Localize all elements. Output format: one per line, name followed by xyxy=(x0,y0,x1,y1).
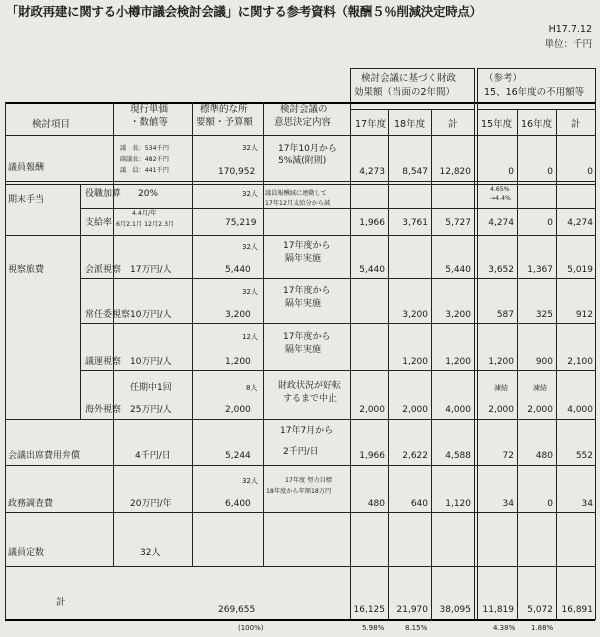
value-y17: 1,966 xyxy=(359,451,385,461)
header-y16: 16年度 xyxy=(521,119,553,130)
value-y17: 480 xyxy=(367,499,385,509)
header-ref-2: 15、16年度の不用額等 xyxy=(484,87,585,98)
price: 20% xyxy=(138,189,159,199)
header-current-price-1: 現行単価 xyxy=(130,104,169,115)
row-label-meeting-expense: 会議出席費用弁償 xyxy=(8,451,81,461)
header-total: 計 xyxy=(448,119,458,130)
value-y18: 1,200 xyxy=(402,357,428,367)
total-y17: 16,125 xyxy=(353,605,385,615)
decision-line-2: 17年12月支給分から減 xyxy=(265,200,331,207)
count: 32人 xyxy=(242,190,258,198)
value-ref-total: 34 xyxy=(581,499,593,509)
price: 4千円/日 xyxy=(135,451,171,461)
count: 32人 xyxy=(242,144,258,152)
header-item: 検討項目 xyxy=(32,119,71,130)
row-label-payment-rate: 支給率 xyxy=(85,218,113,228)
total-total: 38,095 xyxy=(439,605,471,615)
value-ref-total: 4,274 xyxy=(567,218,593,228)
row-label-position-add: 役職加算 xyxy=(85,189,122,199)
decision-line-2: 5%減(附則) xyxy=(278,156,327,166)
price: 17万円/人 xyxy=(130,265,172,275)
price-line-1: 任期中1回 xyxy=(130,383,172,393)
decision-line-2: 18年度から年額18万円 xyxy=(266,488,332,495)
value-total: 12,820 xyxy=(439,167,471,177)
standard-amount: 3,200 xyxy=(225,310,251,320)
row-label-compensation: 議員報酬 xyxy=(8,163,45,173)
value-y15: 2,000 xyxy=(488,405,514,415)
ref-note-1: 4.65% xyxy=(490,186,510,193)
total-standard: 269,655 xyxy=(218,605,256,615)
value-y15: 72 xyxy=(502,451,514,461)
value-ref-total: 0 xyxy=(587,167,593,177)
value-y15: 0 xyxy=(508,167,514,177)
pct-y18: 8.15% xyxy=(405,624,428,632)
decision-line-2: 2千円/日 xyxy=(283,447,319,457)
price-chairman: 議 長：534千円 xyxy=(120,145,169,152)
value-y16: 0 xyxy=(547,218,553,228)
header-effect-1: 検討会議に基づく財政 xyxy=(361,73,457,84)
header-current-price-2: ・数値等 xyxy=(130,117,169,128)
standard-amount: 6,400 xyxy=(225,499,251,509)
decision-line-2: 隔年実施 xyxy=(285,254,322,264)
value-total: 1,200 xyxy=(445,357,471,367)
value-y17: 2,000 xyxy=(359,405,385,415)
decision-line-1: 17年度から xyxy=(283,332,331,342)
header-decision-1: 検討会議の xyxy=(280,104,328,115)
value-y18: 3,200 xyxy=(402,310,428,320)
header-effect-2: 効果額（当面の2年間） xyxy=(354,87,456,98)
value-ref-total: 5,019 xyxy=(567,265,593,275)
row-label-inspection-travel: 視察旅費 xyxy=(8,265,45,275)
decision-line-1: 17年度 努力目標 xyxy=(285,477,332,484)
row-label-faction-inspection: 会派視察 xyxy=(85,265,122,275)
decision-line-1: 財政状況が好転 xyxy=(278,381,342,391)
header-ref-total: 計 xyxy=(571,119,581,130)
count: 32人 xyxy=(242,243,258,251)
value-y17: 1,966 xyxy=(359,218,385,228)
value-y18: 2,000 xyxy=(402,405,428,415)
price-line-2: 25万円/人 xyxy=(130,405,172,415)
standard-amount: 75,219 xyxy=(225,218,257,228)
standard-amount: 5,440 xyxy=(225,265,251,275)
row-label-steering-inspection: 議運視察 xyxy=(85,357,122,367)
price-member: 議 員：441千円 xyxy=(120,167,169,174)
row-label-standing-committee: 常任委視察 xyxy=(85,310,131,320)
value-y18: 8,547 xyxy=(402,167,428,177)
decision-line-2: 隔年実施 xyxy=(285,345,322,355)
count: 8人 xyxy=(246,384,258,392)
header-decision-2: 意思決定内容 xyxy=(274,117,332,128)
value-total: 1,120 xyxy=(445,499,471,509)
decision-line-1: 17年度から xyxy=(283,241,331,251)
frozen-note-y16: 凍結 xyxy=(533,384,547,392)
value-y15: 587 xyxy=(496,310,514,320)
unit-label: 単位：千円 xyxy=(544,39,592,50)
count: 32人 xyxy=(242,288,258,296)
value-ref-total: 4,000 xyxy=(567,405,593,415)
standard-amount: 170,952 xyxy=(218,167,256,177)
decision-line-2: するまで中止 xyxy=(283,394,338,404)
count: 12人 xyxy=(242,333,258,341)
total-y15: 11,819 xyxy=(482,605,514,615)
value-y15: 3,652 xyxy=(488,265,514,275)
pct-standard: (100%) xyxy=(238,624,264,632)
value-total: 5,727 xyxy=(445,218,471,228)
header-standard-2: 要額・予算額 xyxy=(196,117,254,128)
document-date: H17.7.12 xyxy=(548,24,592,35)
price-line-1: 4.4月/年 xyxy=(132,210,157,217)
standard-amount: 1,200 xyxy=(225,357,251,367)
value-y18: 3,761 xyxy=(402,218,428,228)
row-label-overseas-inspection: 海外視察 xyxy=(85,405,122,415)
value-ref-total: 552 xyxy=(575,451,593,461)
row-label-research-expense: 政務調査費 xyxy=(8,499,54,509)
value-y16: 900 xyxy=(535,357,553,367)
member-count-value: 32人 xyxy=(140,548,161,558)
value-y16: 0 xyxy=(547,167,553,177)
frozen-note-y15: 凍結 xyxy=(494,384,508,392)
pct-y15: 4.38% xyxy=(493,624,516,632)
total-ref-total: 16,891 xyxy=(561,605,593,615)
value-y15: 1,200 xyxy=(488,357,514,367)
decision-line-2: 隔年実施 xyxy=(285,299,322,309)
value-y15: 4,274 xyxy=(488,218,514,228)
price: 20万円/年 xyxy=(130,499,172,509)
row-label-total: 計 xyxy=(56,597,66,608)
decision-line-1: 17年10月から xyxy=(278,144,337,154)
document-title: 「財政再建に関する小樽市議会検討会議」に関する参考資料（報酬５％削減決定時点） xyxy=(6,4,482,19)
value-total: 3,200 xyxy=(445,310,471,320)
value-total: 4,000 xyxy=(445,405,471,415)
value-ref-total: 2,100 xyxy=(567,357,593,367)
count: 32人 xyxy=(242,477,258,485)
pct-y17: 5.98% xyxy=(362,624,385,632)
value-y17: 5,440 xyxy=(359,265,385,275)
value-y16: 480 xyxy=(535,451,553,461)
value-y16: 2,000 xyxy=(527,405,553,415)
decision-line-1: 議員報酬減に連動して xyxy=(265,190,327,197)
standard-amount: 5,244 xyxy=(225,451,251,461)
standard-amount: 2,000 xyxy=(225,405,251,415)
value-y16: 325 xyxy=(535,310,553,320)
price-line-2: 6月2.1月 12月2.3月 xyxy=(116,221,175,228)
row-label-member-count: 議員定数 xyxy=(8,548,45,558)
decision-line-1: 17年度から xyxy=(283,286,331,296)
header-y15: 15年度 xyxy=(481,119,513,130)
value-y17: 4,273 xyxy=(359,167,385,177)
value-total: 5,440 xyxy=(445,265,471,275)
header-standard-1: 標準的な所 xyxy=(200,104,248,115)
value-y15: 34 xyxy=(502,499,514,509)
header-y18: 18年度 xyxy=(394,119,426,130)
price: 10万円/人 xyxy=(130,357,172,367)
row-label-term-end: 期末手当 xyxy=(8,195,45,205)
price: 10万円/人 xyxy=(130,310,172,320)
decision-line-1: 17年7月から xyxy=(280,426,334,436)
ref-note-2: →4.4% xyxy=(490,195,511,202)
value-y16: 0 xyxy=(547,499,553,509)
value-total: 4,588 xyxy=(445,451,471,461)
value-ref-total: 912 xyxy=(575,310,593,320)
total-y16: 5,072 xyxy=(527,605,553,615)
price-vice-chairman: 副議長：482千円 xyxy=(120,156,169,163)
header-y17: 17年度 xyxy=(355,119,387,130)
total-y18: 21,970 xyxy=(396,605,428,615)
header-ref-1: （参考） xyxy=(484,73,523,84)
value-y16: 1,367 xyxy=(527,265,553,275)
pct-y16: 1.88% xyxy=(531,624,554,632)
value-y18: 2,622 xyxy=(402,451,428,461)
value-y18: 640 xyxy=(410,499,428,509)
